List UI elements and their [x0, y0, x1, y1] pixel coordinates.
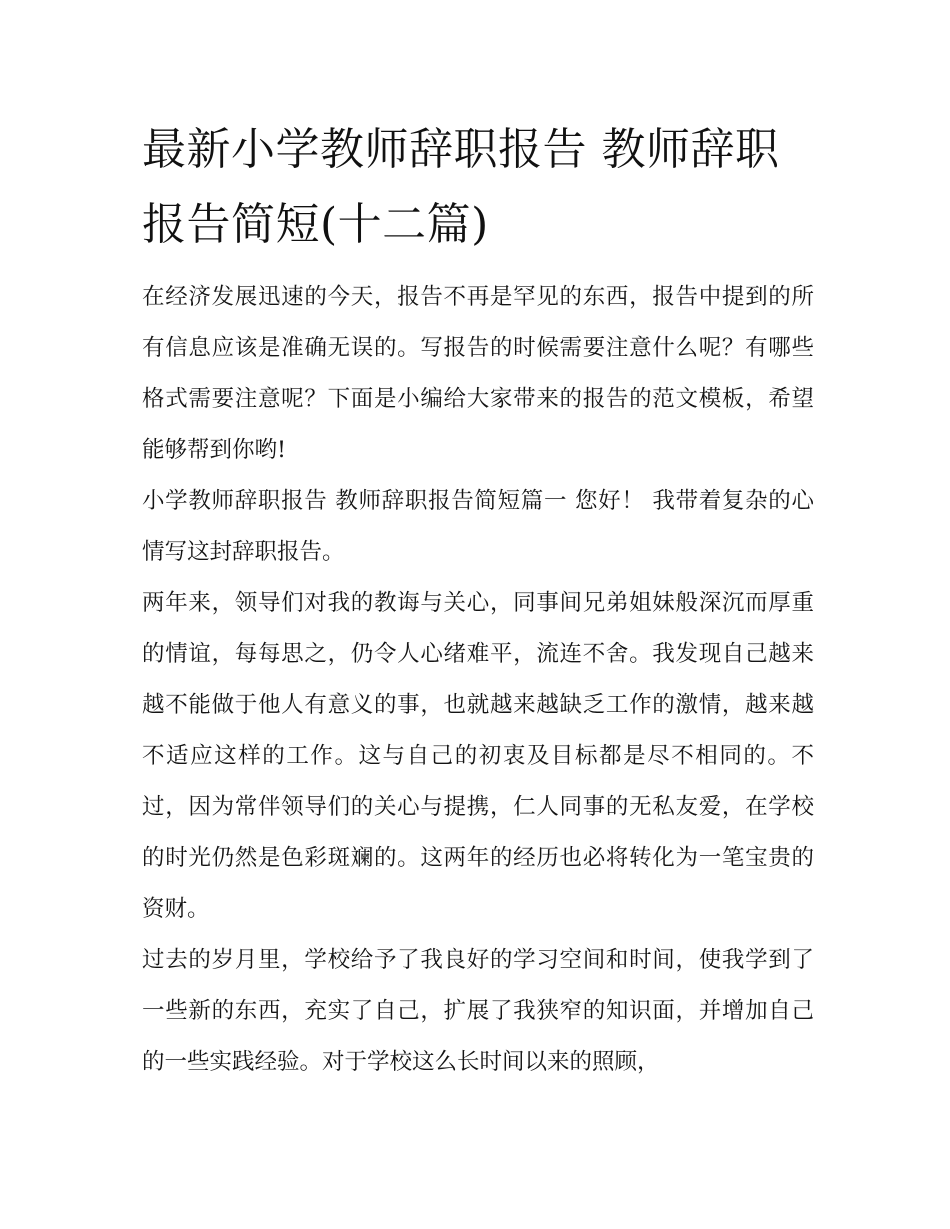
document-body	[142, 272, 814, 1088]
paragraph-past-years: 过去的岁月里，学校给予了我良好的学习空间和时间，使我学到了一些新的东西，充实了自己，扩展了我狭窄的知识面，并增加自己的一些实践经验。对于学校这么长时间以来的照顾，	[142, 947, 814, 1075]
document-title: 最新小学教师辞职报告 教师辞职报告简短(十二篇)	[142, 124, 780, 250]
paragraph-intro: 在经济发展迅速的今天，报告不再是罕见的东西，报告中提到的所有信息应该是准确无误的。写报告的时候需要注意什么呢？有哪些格式需要注意呢？下面是小编给大家带来的报告的范文模板，希望能够帮到你哟!	[142, 284, 814, 463]
paragraph-two-years: 两年来，领导们对我的教诲与关心，同事间兄弟姐妹般深沉而厚重的情谊，每每思之，仍令人心绪难平，流连不舍。我发现自己越来越不能做于他人有意义的事，也就越来越缺乏工作的激情，越来越不适应这样的工作。这与自己的初衷及目标都是尽不相同的。不过，因为常伴领导们的关心与提携，仁人同事的无私友爱，在学校的时光仍然是色彩斑斓的。这两年的经历也必将转化为一笔宝贵的资财。	[142, 590, 814, 922]
document-page	[142, 112, 814, 1088]
paragraph-greeting: 小学教师辞职报告 教师辞职报告简短篇一 您好！ 我带着复杂的心情写这封辞职报告。	[142, 488, 814, 565]
